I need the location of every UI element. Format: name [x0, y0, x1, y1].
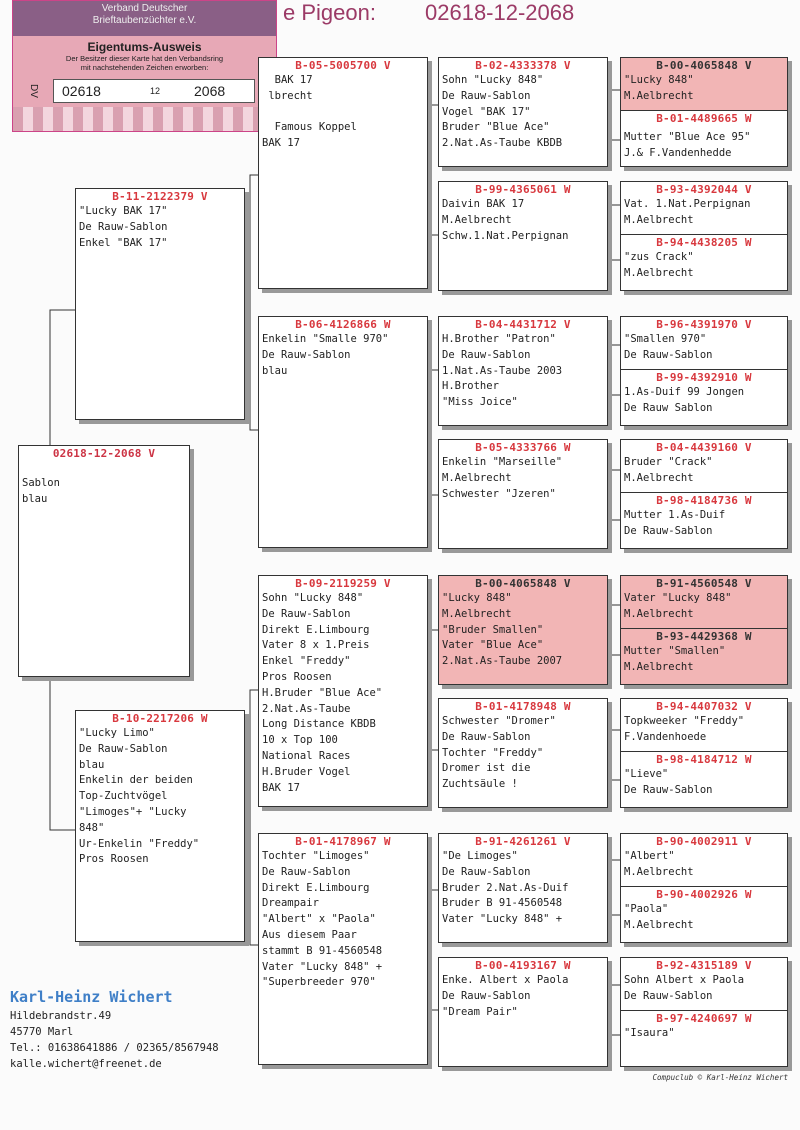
- ggparent-ring: B-01-4178948 W: [475, 700, 571, 713]
- gggparent-pair: [620, 439, 788, 549]
- gggparent-text: Mutter "Smallen" M.Aelbrecht: [624, 645, 726, 673]
- grandparent-box: [258, 316, 428, 548]
- gggparent-ring: B-04-4439160 V: [656, 441, 752, 454]
- ggparent-box: [438, 181, 608, 291]
- grandparent-box: [258, 57, 428, 289]
- gggparent-ring: B-93-4392044 V: [656, 183, 752, 196]
- ggparent-box: [438, 439, 608, 549]
- subject-box: [18, 445, 190, 677]
- gggparent-text: "Lucky 848" M.Aelbrecht: [624, 74, 694, 102]
- gggparent-ring: B-99-4392910 W: [656, 371, 752, 384]
- owner-name: Karl-Heinz Wichert: [10, 988, 173, 1006]
- gggparent-ring: B-98-4184736 W: [656, 494, 752, 507]
- ggparent-text: Schwester "Dromer" De Rauw-Sablon Tochter "Freddy" Dromer ist die Zuchtsäule !: [442, 715, 556, 791]
- gggparent-text: "Isaura": [624, 1027, 675, 1039]
- ggparent-box: [438, 833, 608, 943]
- ggparent-ring: B-99-4365061 W: [475, 183, 571, 196]
- ggparent-text: Sohn "Lucky 848" De Rauw-Sablon Vogel "BAK 17" Bruder "Blue Ace" 2.Nat.As-Taube KBDB: [442, 74, 563, 150]
- gggparent-text: Vater "Lucky 848" M.Aelbrecht: [624, 592, 732, 620]
- gggparent-text: "Paola" M.Aelbrecht: [624, 903, 694, 931]
- grandparent-ring: B-01-4178967 W: [295, 835, 391, 848]
- ggparent-text: "De Limoges" De Rauw-Sablon Bruder 2.Nat.As-Duif Bruder B 91-4560548 Vater "Lucky 848" +: [442, 850, 569, 926]
- ggparent-box: [438, 316, 608, 426]
- card-note-line2: mit nachstehenden Zeichen erworben:: [80, 63, 209, 72]
- owner-street: Hildebrandstr.49: [10, 1010, 112, 1022]
- subject-ring: 02618-12-2068 V: [52, 447, 156, 460]
- owner-email: kalle.wichert@freenet.de: [10, 1058, 162, 1070]
- ggparent-text: Daivin BAK 17 M.Aelbrecht Schw.1.Nat.Perpignan: [442, 198, 569, 242]
- card-year: 12: [150, 86, 161, 96]
- footer-credit: Compuclub © Karl-Heinz Wichert: [652, 1073, 788, 1082]
- card-org-line2: Brieftaubenzüchter e.V.: [92, 15, 197, 26]
- ggparent-text: Enke. Albert x Paola De Rauw-Sablon "Dream Pair": [442, 974, 569, 1018]
- gggparent-text: Bruder "Crack" M.Aelbrecht: [624, 456, 713, 484]
- gggparent-pair: [620, 833, 788, 943]
- ggparent-ring: B-91-4261261 V: [475, 835, 571, 848]
- gggparent-ring: B-98-4184712 W: [656, 753, 752, 766]
- grandparent-text: Enkelin "Smalle 970" De Rauw-Sablon blau: [262, 333, 389, 377]
- card-ring: 2068: [194, 83, 226, 99]
- ggparent-ring: B-04-4431712 V: [475, 318, 571, 331]
- gggparent-pair: [620, 57, 788, 167]
- parent-ring: B-11-2122379 V: [112, 190, 208, 203]
- gggparent-ring: B-01-4489665 W: [656, 112, 752, 125]
- card-pattern: [13, 107, 276, 131]
- card-org-line1: Verband Deutscher: [101, 3, 188, 14]
- gggparent-pair: [620, 575, 788, 685]
- owner-city: 45770 Marl: [10, 1026, 74, 1038]
- owner-phone: Tel.: 01638641886 / 02365/8567948: [10, 1042, 219, 1054]
- page-title: e Pigeon:: [283, 0, 376, 25]
- ggparent-text: Enkelin "Marseille" M.Aelbrecht Schwester "Jzeren": [442, 456, 563, 500]
- card-note-line1: Der Besitzer dieser Karte hat den Verbandsring: [65, 54, 224, 63]
- card-title: Eigentums-Ausweis: [87, 40, 202, 54]
- card-num: 02618: [62, 83, 101, 99]
- gggparent-text: Topkweeker "Freddy" F.Vandenhoede: [624, 715, 745, 743]
- gggparent-ring: B-92-4315189 V: [656, 959, 752, 972]
- gggparent-ring: B-00-4065848 V: [656, 59, 752, 72]
- grandparent-box: [258, 575, 428, 807]
- ggparent-box: [438, 698, 608, 808]
- gggparent-ring: B-90-4002926 W: [656, 888, 752, 901]
- gggparent-text: "Lieve" De Rauw-Sablon: [624, 768, 713, 796]
- gggparent-ring: B-94-4407032 V: [656, 700, 752, 713]
- gggparent-text: Mutter 1.As-Duif De Rauw-Sablon: [624, 509, 726, 537]
- grandparent-ring: B-09-2119259 V: [295, 577, 391, 590]
- gggparent-pair: [620, 181, 788, 291]
- gggparent-text: "zus Crack" M.Aelbrecht: [624, 251, 694, 279]
- grandparent-text: Tochter "Limoges" De Rauw-Sablon Direkt E.Limbourg Dreampair "Albert" x "Paola" Aus diesem Paar stammt B 91-4560548 Vater "Lucky 848" + "Superbreeder 970": [262, 850, 383, 989]
- gggparent-ring: B-97-4240697 W: [656, 1012, 752, 1025]
- grandparent-text: Sohn "Lucky 848" De Rauw-Sablon Direkt E.Limbourg Vater 8 x 1.Preis Enkel "Freddy" Pros Roosen H.Bruder "Blue Ace" 2.Nat.As-Taube Long Distance KBDB 10 x Top 100 National Races H.Bruder Vogel BAK 17: [262, 592, 383, 794]
- gggparent-ring: B-91-4560548 V: [656, 577, 752, 590]
- ggparent-text: "Lucky 848" M.Aelbrecht "Bruder Smallen" Vater "Blue Ace" 2.Nat.As-Taube 2007: [442, 592, 563, 668]
- ggparent-ring: B-02-4333378 V: [475, 59, 571, 72]
- pigeon-ring-number: 02618-12-2068: [425, 0, 575, 25]
- ggparent-box: [438, 957, 608, 1067]
- card-dv: DV: [27, 84, 39, 98]
- gggparent-pair: [620, 698, 788, 808]
- grandparent-ring: B-06-4126866 W: [295, 318, 391, 331]
- ggparent-box: [438, 575, 608, 685]
- gggparent-text: Sohn Albert x Paola De Rauw-Sablon: [624, 974, 745, 1002]
- parent-text: "Lucky BAK 17" De Rauw-Sablon Enkel "BAK 17": [79, 205, 168, 249]
- gggparent-text: "Smallen 970" De Rauw-Sablon: [624, 333, 713, 361]
- grandparent-text: BAK 17 lbrecht Famous Koppel BAK 17: [262, 74, 357, 150]
- parent-text: "Lucky Limo" De Rauw-Sablon blau Enkelin der beiden Top-Zuchtvögel "Limoges"+ "Lucky 848" Ur-Enkelin "Freddy" Pros Roosen: [79, 727, 200, 866]
- ownership-card: [12, 0, 277, 132]
- gggparent-text: "Albert" M.Aelbrecht: [624, 850, 694, 878]
- parent-ring: B-10-2217206 W: [112, 712, 208, 725]
- parent-box-dam: [75, 710, 245, 942]
- ggparent-ring: B-05-4333766 W: [475, 441, 571, 454]
- gggparent-pair: [620, 957, 788, 1067]
- ggparent-text: H.Brother "Patron" De Rauw-Sablon 1.Nat.As-Taube 2003 H.Brother "Miss Joice": [442, 333, 563, 409]
- gggparent-text: Mutter "Blue Ace 95" J.& F.Vandenhedde: [624, 131, 751, 159]
- parent-box-sire: [75, 188, 245, 420]
- gggparent-ring: B-96-4391970 V: [656, 318, 752, 331]
- gggparent-ring: B-93-4429368 W: [656, 630, 752, 643]
- ggparent-ring: B-00-4193167 W: [475, 959, 571, 972]
- grandparent-ring: B-05-5005700 V: [295, 59, 391, 72]
- grandparent-box: [258, 833, 428, 1065]
- ggparent-box: [438, 57, 608, 167]
- card-ring-field: [27, 79, 255, 103]
- gggparent-ring: B-90-4002911 V: [656, 835, 752, 848]
- ggparent-ring: B-00-4065848 V: [475, 577, 571, 590]
- gggparent-text: Vat. 1.Nat.Perpignan M.Aelbrecht: [624, 198, 751, 226]
- gggparent-pair: [620, 316, 788, 426]
- subject-text: Sablon blau: [22, 477, 60, 505]
- gggparent-text: 1.As-Duif 99 Jongen De Rauw Sablon: [624, 386, 745, 414]
- gggparent-ring: B-94-4438205 W: [656, 236, 752, 249]
- card-org: [13, 1, 276, 36]
